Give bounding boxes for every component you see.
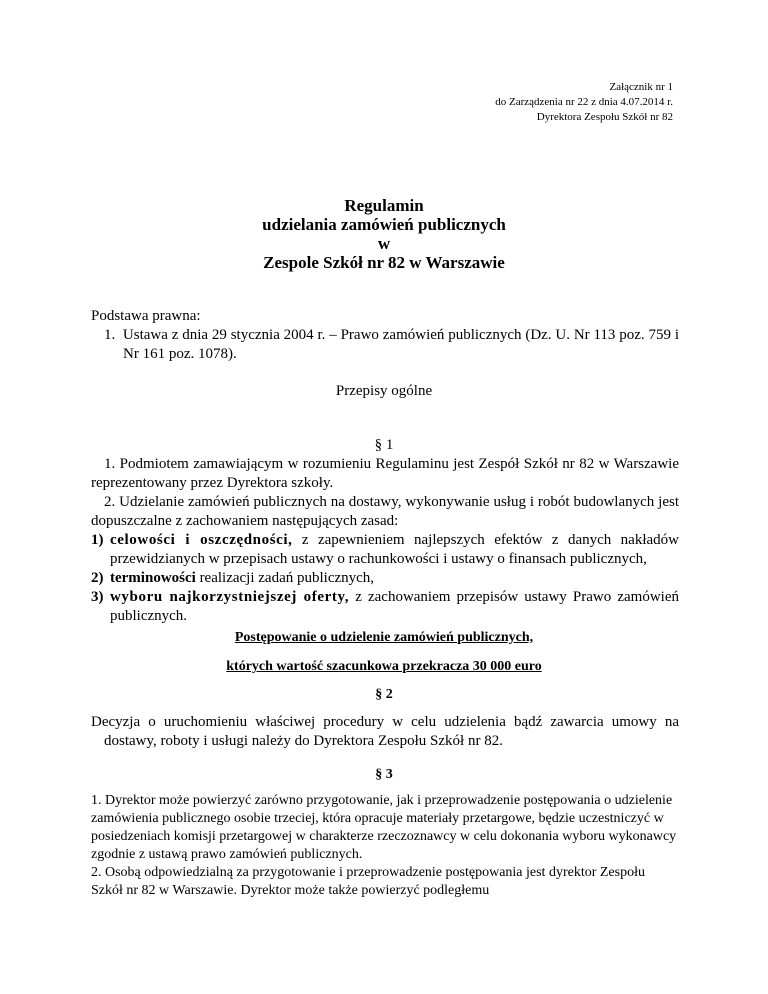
principle-name: wyboru najkorzystniejszej oferty, (110, 589, 350, 605)
paragraph-1-point-1: 1. Podmiotem zamawiającym w rozumieniu Regulaminu jest Zespół Szkół nr 82 w Warszawie reprezentowany przez Dyrektora szkoły. (91, 456, 679, 491)
legal-basis-heading: Podstawa prawna: (91, 308, 201, 324)
principle-item (91, 531, 679, 569)
paragraph-1-symbol: § 1 (374, 437, 394, 453)
paragraph-2-text: Decyzja o uruchomieniu właściwej procedury w celu udzielenia bądź zawarcia umowy na dostawy, roboty i usługi należy do Dyrektora Zespołu Szkół nr 82. (91, 714, 679, 749)
principle-text: z zapewnieniem najlepszych efektów z danych nakładów przewidzianych w przepisach ustawy o rachunkowości i ustawy o finansach publicznych, (110, 532, 679, 567)
title-line-2: udzielania zamówień publicznych (262, 215, 506, 234)
paragraph-2-symbol: § 2 (375, 687, 393, 702)
legal-basis (91, 307, 691, 364)
paragraph-3-symbol: § 3 (375, 767, 393, 782)
document-title (0, 196, 768, 272)
principle-number: 3) (91, 589, 104, 605)
principle-text: realizacji zadań publicznych, (195, 570, 375, 586)
annex-line-1: Załącznik nr 1 (609, 81, 673, 93)
legal-basis-item-text: Ustawa z dnia 29 stycznia 2004 r. – Prawo zamówień publicznych (Dz. U. Nr 113 poz. 759 i Nr 161 poz. 1078). (122, 327, 679, 362)
principle-name: terminowości (110, 570, 196, 586)
principle-item (91, 588, 679, 626)
annex-header (343, 80, 673, 125)
principle-item (91, 569, 679, 588)
paragraph-1-body (91, 455, 679, 626)
principle-number: 1) (91, 532, 104, 548)
principle-text: z zachowaniem przepisów ustawy Prawo zamówień publicznych. (110, 589, 679, 624)
principle-name: celowości i oszczędności, (110, 532, 293, 548)
section-heading-1: Postępowanie o udzielenie zamówień publicznych, (234, 630, 534, 645)
general-provisions-heading: Przepisy ogólne (335, 383, 433, 399)
paragraph-1-point-2: 2. Udzielanie zamówień publicznych na dostawy, wykonywanie usług i robót budowlanych jest dopuszczalne z zachowaniem następujących zasad: (91, 494, 679, 529)
title-line-1: Regulamin (344, 196, 424, 215)
principle-number: 2) (91, 570, 104, 586)
annex-line-3: Dyrektora Zespołu Szkół nr 82 (536, 111, 673, 123)
annex-line-2: do Zarządzenia nr 22 z dnia 4.07.2014 r. (495, 96, 673, 108)
section-heading-2: których wartość szacunkowa przekracza 30 000 euro (226, 659, 542, 674)
title-line-4: Zespole Szkół nr 82 w Warszawie (263, 253, 505, 272)
paragraph-3-point-2: 2. Osobą odpowiedzialną za przygotowanie i przeprowadzenie postępowania jest dyrektor Zespołu Szkół nr 82 w Warszawie. Dyrektor może także powierzyć podległemu (91, 865, 645, 898)
legal-basis-item-number: 1. (104, 327, 116, 343)
title-line-3: w (377, 234, 391, 253)
paragraph-2-body (91, 713, 679, 751)
legal-basis-item (104, 326, 679, 364)
paragraph-3-point-1: 1. Dyrektor może powierzyć zarówno przygotowanie, jak i przeprowadzenie postępowania o udzielenie zamówienia publicznego osobie trzeciej, która opracuje materiały przetargowe, będzie uczestniczyć w posiedzeniach komisji przetargowej w charakterze rzeczoznawcy w celu dokonania wyboru wykonawcy zgodnie z ustawą prawo zamówień publicznych. (91, 793, 677, 862)
paragraph-3-body (91, 792, 679, 900)
